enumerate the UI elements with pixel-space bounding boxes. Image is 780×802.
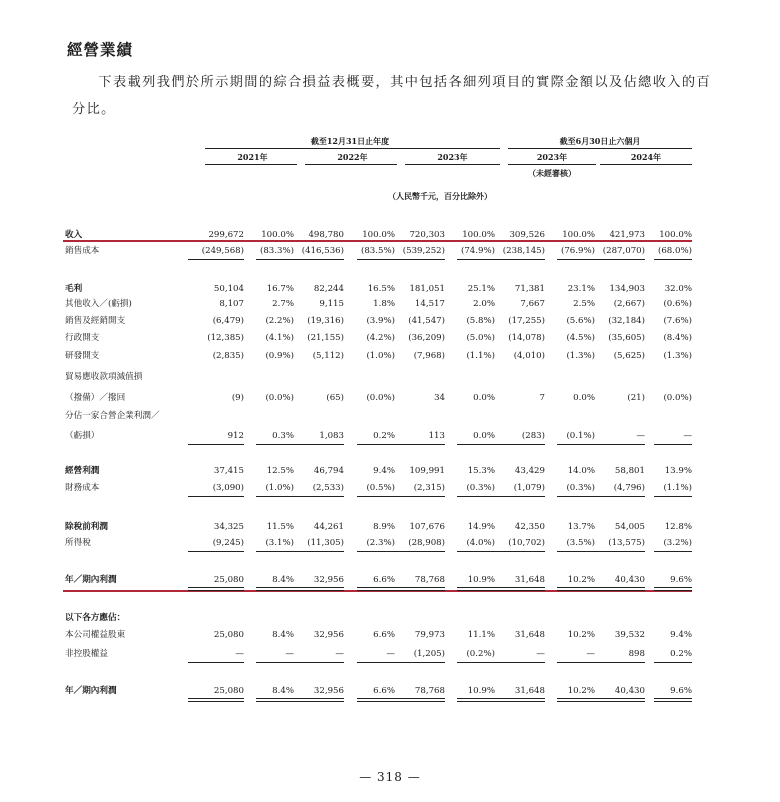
amount-cell: 9,115 bbox=[319, 299, 344, 309]
amount-cell: (9) bbox=[231, 393, 244, 403]
amount-cell: 42,350 bbox=[514, 522, 545, 532]
percent-cell: (4.5%) bbox=[566, 333, 595, 343]
table-row bbox=[65, 482, 692, 495]
table-row bbox=[65, 574, 692, 587]
amount-cell: (21) bbox=[627, 393, 645, 403]
table-row bbox=[65, 245, 692, 258]
header-year-rule-2024-h1 bbox=[600, 164, 692, 165]
percent-cell: (0.0%) bbox=[265, 393, 294, 403]
subtotal-underline bbox=[288, 444, 344, 445]
percent-cell: 100.0% bbox=[562, 230, 595, 240]
page-number: — 318 — bbox=[359, 770, 421, 784]
amount-cell: (539,252) bbox=[402, 246, 445, 256]
amount-cell: 912 bbox=[227, 431, 244, 441]
amount-cell: 25,080 bbox=[213, 630, 244, 640]
percent-cell: 12.5% bbox=[266, 466, 294, 476]
row-label: 年／期內利潤 bbox=[65, 575, 117, 585]
table-row bbox=[65, 315, 692, 328]
total-double-underline bbox=[288, 587, 344, 591]
percent-cell: (1.0%) bbox=[265, 483, 294, 493]
percent-cell: 10.2% bbox=[567, 686, 595, 696]
percent-cell: 10.9% bbox=[467, 686, 495, 696]
total-double-underline bbox=[589, 587, 645, 591]
amount-cell: (5,112) bbox=[312, 351, 344, 361]
amount-cell: (4,010) bbox=[513, 351, 545, 361]
total-double-underline bbox=[188, 698, 244, 702]
subtotal-underline bbox=[188, 662, 244, 663]
amount-cell: 720,303 bbox=[409, 230, 445, 240]
percent-cell: (3.5%) bbox=[566, 538, 595, 548]
subtotal-underline bbox=[589, 444, 645, 445]
subtotal-underline bbox=[389, 496, 445, 497]
amount-cell: 898 bbox=[628, 649, 645, 659]
percent-cell: 12.8% bbox=[664, 522, 692, 532]
percent-cell: 10.9% bbox=[467, 575, 495, 585]
percent-cell: (83.3%) bbox=[259, 246, 294, 256]
percent-cell: 2.0% bbox=[473, 299, 495, 309]
percent-cell: 0.3% bbox=[272, 431, 294, 441]
amount-cell: (12,385) bbox=[207, 333, 244, 343]
percent-cell: 0.0% bbox=[473, 431, 495, 441]
amount-cell: 309,526 bbox=[509, 230, 545, 240]
amount-cell: 34,325 bbox=[213, 522, 244, 532]
table-row bbox=[65, 298, 692, 311]
amount-cell: 31,648 bbox=[514, 630, 545, 640]
subtotal-underline bbox=[188, 259, 244, 260]
percent-cell: 100.0% bbox=[362, 230, 395, 240]
amount-cell: 46,794 bbox=[313, 466, 344, 476]
amount-cell: (7,968) bbox=[413, 351, 445, 361]
subtotal-underline bbox=[288, 496, 344, 497]
subtotal-underline bbox=[188, 496, 244, 497]
percent-cell: 11.5% bbox=[266, 522, 294, 532]
table-row bbox=[65, 332, 692, 345]
percent-cell: (1.1%) bbox=[466, 351, 495, 361]
percent-cell: (0.3%) bbox=[466, 483, 495, 493]
amount-cell: (36,209) bbox=[408, 333, 445, 343]
section-heading: 經營業績 bbox=[67, 40, 134, 59]
amount-cell: (14,078) bbox=[508, 333, 545, 343]
amount-cell: 107,676 bbox=[409, 522, 445, 532]
subtotal-underline bbox=[654, 259, 692, 260]
amount-cell: (416,536) bbox=[301, 246, 344, 256]
subtotal-underline bbox=[188, 444, 244, 445]
amount-cell: (4,796) bbox=[613, 483, 645, 493]
intro-paragraph: 下表載列我們於所示期間的綜合損益表概要，其中包括各細列項目的實際金額以及佔總收入的百分比。 bbox=[72, 75, 712, 117]
percent-cell: 2.7% bbox=[272, 299, 294, 309]
table-row bbox=[65, 430, 692, 443]
amount-cell: 1,083 bbox=[319, 431, 344, 441]
subtotal-underline bbox=[489, 662, 545, 663]
header-year-2023-h1: 2023年 bbox=[536, 152, 568, 162]
header-year-2024-h1: 2024年 bbox=[630, 152, 662, 162]
percent-cell: 16.7% bbox=[266, 284, 294, 294]
header-year-rule-2021 bbox=[205, 164, 297, 165]
total-double-underline bbox=[288, 698, 344, 702]
amount-cell: (19,316) bbox=[307, 316, 344, 326]
table-row bbox=[65, 371, 692, 384]
amount-cell: 31,648 bbox=[514, 686, 545, 696]
table-row bbox=[65, 410, 692, 423]
amount-cell: 421,973 bbox=[609, 230, 645, 240]
row-label: 其他收入／(虧損) bbox=[65, 299, 132, 309]
amount-cell: 32,956 bbox=[313, 575, 344, 585]
table-row bbox=[65, 392, 692, 405]
table-row bbox=[65, 648, 692, 661]
percent-cell: 23.1% bbox=[567, 284, 595, 294]
table-row bbox=[65, 521, 692, 534]
amount-cell: 78,768 bbox=[414, 575, 445, 585]
row-label: 年／期內利潤 bbox=[65, 686, 117, 696]
header-group-annual-rule bbox=[205, 148, 500, 149]
row-label: 行政開支 bbox=[65, 333, 100, 343]
amount-cell: (17,255) bbox=[508, 316, 545, 326]
table-row bbox=[65, 629, 692, 642]
percent-cell: (5.0%) bbox=[466, 333, 495, 343]
row-label: （虧損） bbox=[65, 431, 100, 441]
amount-cell: 78,768 bbox=[414, 686, 445, 696]
total-double-underline bbox=[489, 587, 545, 591]
row-label: 銷售及經銷開支 bbox=[65, 316, 126, 326]
amount-cell: (13,575) bbox=[608, 538, 645, 548]
highlight-rule-revenue bbox=[63, 240, 692, 242]
amount-cell: (249,568) bbox=[201, 246, 244, 256]
percent-cell: (8.4%) bbox=[663, 333, 692, 343]
amount-cell: 25,080 bbox=[213, 575, 244, 585]
percent-cell: (0.3%) bbox=[566, 483, 595, 493]
percent-cell: (3.9%) bbox=[366, 316, 395, 326]
amount-cell: 7 bbox=[539, 393, 545, 403]
percent-cell: 9.6% bbox=[670, 686, 692, 696]
amount-cell: 50,104 bbox=[213, 284, 244, 294]
percent-cell: (2.3%) bbox=[366, 538, 395, 548]
amount-cell: 79,973 bbox=[414, 630, 445, 640]
amount-cell: (32,184) bbox=[608, 316, 645, 326]
subtotal-underline bbox=[589, 496, 645, 497]
percent-cell: (0.0%) bbox=[663, 393, 692, 403]
percent-cell: 6.6% bbox=[373, 630, 395, 640]
header-units: （人民幣千元，百分比除外） bbox=[388, 191, 492, 201]
percent-cell: (0.1%) bbox=[566, 431, 595, 441]
amount-cell: 34 bbox=[434, 393, 445, 403]
header-year-rule-2023-h1 bbox=[508, 164, 596, 165]
row-label: 財務成本 bbox=[65, 483, 100, 493]
amount-cell: (1,205) bbox=[413, 649, 445, 659]
amount-cell: 44,261 bbox=[313, 522, 344, 532]
header-unaudited: （未經審核） bbox=[528, 168, 576, 178]
percent-cell: 100.0% bbox=[659, 230, 692, 240]
subtotal-underline bbox=[589, 551, 645, 552]
amount-cell: 7,667 bbox=[520, 299, 545, 309]
percent-cell: (0.0%) bbox=[366, 393, 395, 403]
percent-cell: 13.9% bbox=[664, 466, 692, 476]
amount-cell: (1,079) bbox=[513, 483, 545, 493]
subtotal-underline bbox=[288, 259, 344, 260]
amount-cell: — bbox=[636, 431, 645, 441]
header-year-2021: 2021年 bbox=[237, 152, 268, 162]
percent-cell: — bbox=[683, 431, 692, 441]
percent-cell: 100.0% bbox=[261, 230, 294, 240]
row-label: 以下各方應佔： bbox=[65, 613, 126, 623]
subtotal-underline bbox=[489, 259, 545, 260]
percent-cell: (3.1%) bbox=[265, 538, 294, 548]
amount-cell: 32,956 bbox=[313, 686, 344, 696]
percent-cell: (83.5%) bbox=[360, 246, 395, 256]
table-row bbox=[65, 283, 692, 296]
percent-cell: — bbox=[586, 649, 595, 659]
amount-cell: (5,625) bbox=[613, 351, 645, 361]
percent-cell: — bbox=[386, 649, 395, 659]
percent-cell: (4.2%) bbox=[366, 333, 395, 343]
total-double-underline bbox=[188, 587, 244, 591]
header-group-annual: 截至12月31日止年度 bbox=[310, 136, 390, 146]
amount-cell: 58,801 bbox=[614, 466, 645, 476]
subtotal-underline bbox=[188, 551, 244, 552]
subtotal-underline bbox=[654, 444, 692, 445]
row-label: 研發開支 bbox=[65, 351, 100, 361]
percent-cell: 9.4% bbox=[670, 630, 692, 640]
header-group-interim-rule bbox=[508, 148, 692, 149]
percent-cell: (0.9%) bbox=[265, 351, 294, 361]
subtotal-underline bbox=[389, 662, 445, 663]
percent-cell: (1.3%) bbox=[566, 351, 595, 361]
percent-cell: 9.4% bbox=[373, 466, 395, 476]
total-double-underline bbox=[389, 698, 445, 702]
subtotal-underline bbox=[489, 444, 545, 445]
amount-cell: 25,080 bbox=[213, 686, 244, 696]
percent-cell: (1.3%) bbox=[663, 351, 692, 361]
row-label: 銷售成本 bbox=[65, 246, 100, 256]
percent-cell: (1.1%) bbox=[663, 483, 692, 493]
header-year-2023: 2023年 bbox=[437, 152, 468, 162]
percent-cell: 2.5% bbox=[573, 299, 595, 309]
row-label: 除稅前利潤 bbox=[65, 522, 108, 532]
table-row bbox=[65, 685, 692, 698]
subtotal-underline bbox=[389, 259, 445, 260]
amount-cell: 54,005 bbox=[614, 522, 645, 532]
percent-cell: 14.0% bbox=[567, 466, 595, 476]
subtotal-underline bbox=[389, 551, 445, 552]
percent-cell: 16.5% bbox=[367, 284, 395, 294]
amount-cell: (65) bbox=[326, 393, 344, 403]
amount-cell: (41,547) bbox=[408, 316, 445, 326]
amount-cell: 31,648 bbox=[514, 575, 545, 585]
header-year-rule-2023 bbox=[405, 164, 500, 165]
percent-cell: 8.4% bbox=[272, 686, 294, 696]
percent-cell: (5.8%) bbox=[466, 316, 495, 326]
row-label: 分佔一家合營企業利潤／ bbox=[65, 411, 160, 421]
amount-cell: 14,517 bbox=[414, 299, 445, 309]
percent-cell: (4.1%) bbox=[265, 333, 294, 343]
percent-cell: 6.6% bbox=[373, 575, 395, 585]
row-label: （撥備）／撥回 bbox=[65, 393, 126, 403]
percent-cell: 8.4% bbox=[272, 575, 294, 585]
percent-cell: (68.0%) bbox=[657, 246, 692, 256]
percent-cell: (3.2%) bbox=[663, 538, 692, 548]
table-row bbox=[65, 612, 692, 625]
subtotal-underline bbox=[489, 496, 545, 497]
amount-cell: (21,155) bbox=[307, 333, 344, 343]
header-year-rule-2022 bbox=[305, 164, 397, 165]
percent-cell: — bbox=[285, 649, 294, 659]
percent-cell: (5.6%) bbox=[566, 316, 595, 326]
amount-cell: 37,415 bbox=[213, 466, 244, 476]
header-group-interim: 截至6月30日止六個月 bbox=[559, 136, 641, 146]
table-row bbox=[65, 350, 692, 363]
amount-cell: (10,702) bbox=[508, 538, 545, 548]
amount-cell: (2,835) bbox=[212, 351, 244, 361]
amount-cell: 71,381 bbox=[514, 284, 545, 294]
percent-cell: 9.6% bbox=[670, 575, 692, 585]
percent-cell: (0.6%) bbox=[663, 299, 692, 309]
subtotal-underline bbox=[654, 496, 692, 497]
row-label: 經營利潤 bbox=[65, 466, 100, 476]
percent-cell: 13.7% bbox=[567, 522, 595, 532]
percent-cell: 15.3% bbox=[467, 466, 495, 476]
amount-cell: — bbox=[335, 649, 344, 659]
amount-cell: (28,908) bbox=[408, 538, 445, 548]
amount-cell: 82,244 bbox=[313, 284, 344, 294]
amount-cell: — bbox=[536, 649, 545, 659]
subtotal-underline bbox=[288, 551, 344, 552]
percent-cell: 0.0% bbox=[473, 393, 495, 403]
percent-cell: (0.2%) bbox=[466, 649, 495, 659]
amount-cell: (2,667) bbox=[613, 299, 645, 309]
amount-cell: 40,430 bbox=[614, 686, 645, 696]
percent-cell: 0.2% bbox=[670, 649, 692, 659]
subtotal-underline bbox=[654, 551, 692, 552]
percent-cell: (74.9%) bbox=[460, 246, 495, 256]
row-label: 本公司權益股東 bbox=[65, 630, 126, 640]
amount-cell: — bbox=[235, 649, 244, 659]
table-row bbox=[65, 465, 692, 478]
amount-cell: (238,145) bbox=[502, 246, 545, 256]
total-double-underline bbox=[654, 698, 692, 702]
percent-cell: (2.2%) bbox=[265, 316, 294, 326]
total-double-underline bbox=[389, 587, 445, 591]
amount-cell: 8,107 bbox=[219, 299, 244, 309]
row-label: 收入 bbox=[65, 230, 83, 240]
table-row bbox=[65, 537, 692, 550]
percent-cell: 6.6% bbox=[373, 686, 395, 696]
row-label: 所得稅 bbox=[65, 538, 91, 548]
percent-cell: 11.1% bbox=[467, 630, 495, 640]
total-double-underline bbox=[589, 698, 645, 702]
percent-cell: (76.9%) bbox=[560, 246, 595, 256]
amount-cell: 40,430 bbox=[614, 575, 645, 585]
percent-cell: (7.6%) bbox=[663, 316, 692, 326]
amount-cell: (6,479) bbox=[212, 316, 244, 326]
subtotal-underline bbox=[654, 662, 692, 663]
percent-cell: 1.8% bbox=[373, 299, 395, 309]
amount-cell: 109,991 bbox=[409, 466, 445, 476]
subtotal-underline bbox=[288, 662, 344, 663]
percent-cell: 32.0% bbox=[664, 284, 692, 294]
amount-cell: 39,532 bbox=[614, 630, 645, 640]
subtotal-underline bbox=[489, 551, 545, 552]
amount-cell: (11,305) bbox=[307, 538, 344, 548]
amount-cell: 181,051 bbox=[409, 284, 445, 294]
row-label: 非控股權益 bbox=[65, 649, 108, 659]
amount-cell: (3,090) bbox=[212, 483, 244, 493]
percent-cell: (4.0%) bbox=[466, 538, 495, 548]
total-double-underline bbox=[654, 587, 692, 591]
amount-cell: (2,533) bbox=[312, 483, 344, 493]
amount-cell: (9,245) bbox=[212, 538, 244, 548]
percent-cell: (0.5%) bbox=[366, 483, 395, 493]
amount-cell: 134,903 bbox=[609, 284, 645, 294]
row-label: 毛利 bbox=[65, 284, 83, 294]
percent-cell: 0.0% bbox=[573, 393, 595, 403]
subtotal-underline bbox=[589, 259, 645, 260]
percent-cell: 100.0% bbox=[462, 230, 495, 240]
row-label: 貿易應收款項減值損 bbox=[65, 372, 143, 382]
amount-cell: (287,070) bbox=[602, 246, 645, 256]
percent-cell: 8.4% bbox=[272, 630, 294, 640]
amount-cell: (283) bbox=[521, 431, 545, 441]
subtotal-underline bbox=[589, 662, 645, 663]
percent-cell: 10.2% bbox=[567, 575, 595, 585]
amount-cell: 113 bbox=[428, 431, 445, 441]
amount-cell: (35,605) bbox=[608, 333, 645, 343]
percent-cell: (1.0%) bbox=[366, 351, 395, 361]
amount-cell: 299,672 bbox=[208, 230, 244, 240]
percent-cell: 0.2% bbox=[373, 431, 395, 441]
percent-cell: 8.9% bbox=[373, 522, 395, 532]
percent-cell: 14.9% bbox=[467, 522, 495, 532]
subtotal-underline bbox=[389, 444, 445, 445]
total-double-underline bbox=[489, 698, 545, 702]
percent-cell: 10.2% bbox=[567, 630, 595, 640]
amount-cell: 32,956 bbox=[313, 630, 344, 640]
amount-cell: 498,780 bbox=[308, 230, 344, 240]
amount-cell: 43,429 bbox=[514, 466, 545, 476]
percent-cell: 25.1% bbox=[467, 284, 495, 294]
header-year-2022: 2022年 bbox=[337, 152, 368, 162]
amount-cell: (2,315) bbox=[413, 483, 445, 493]
